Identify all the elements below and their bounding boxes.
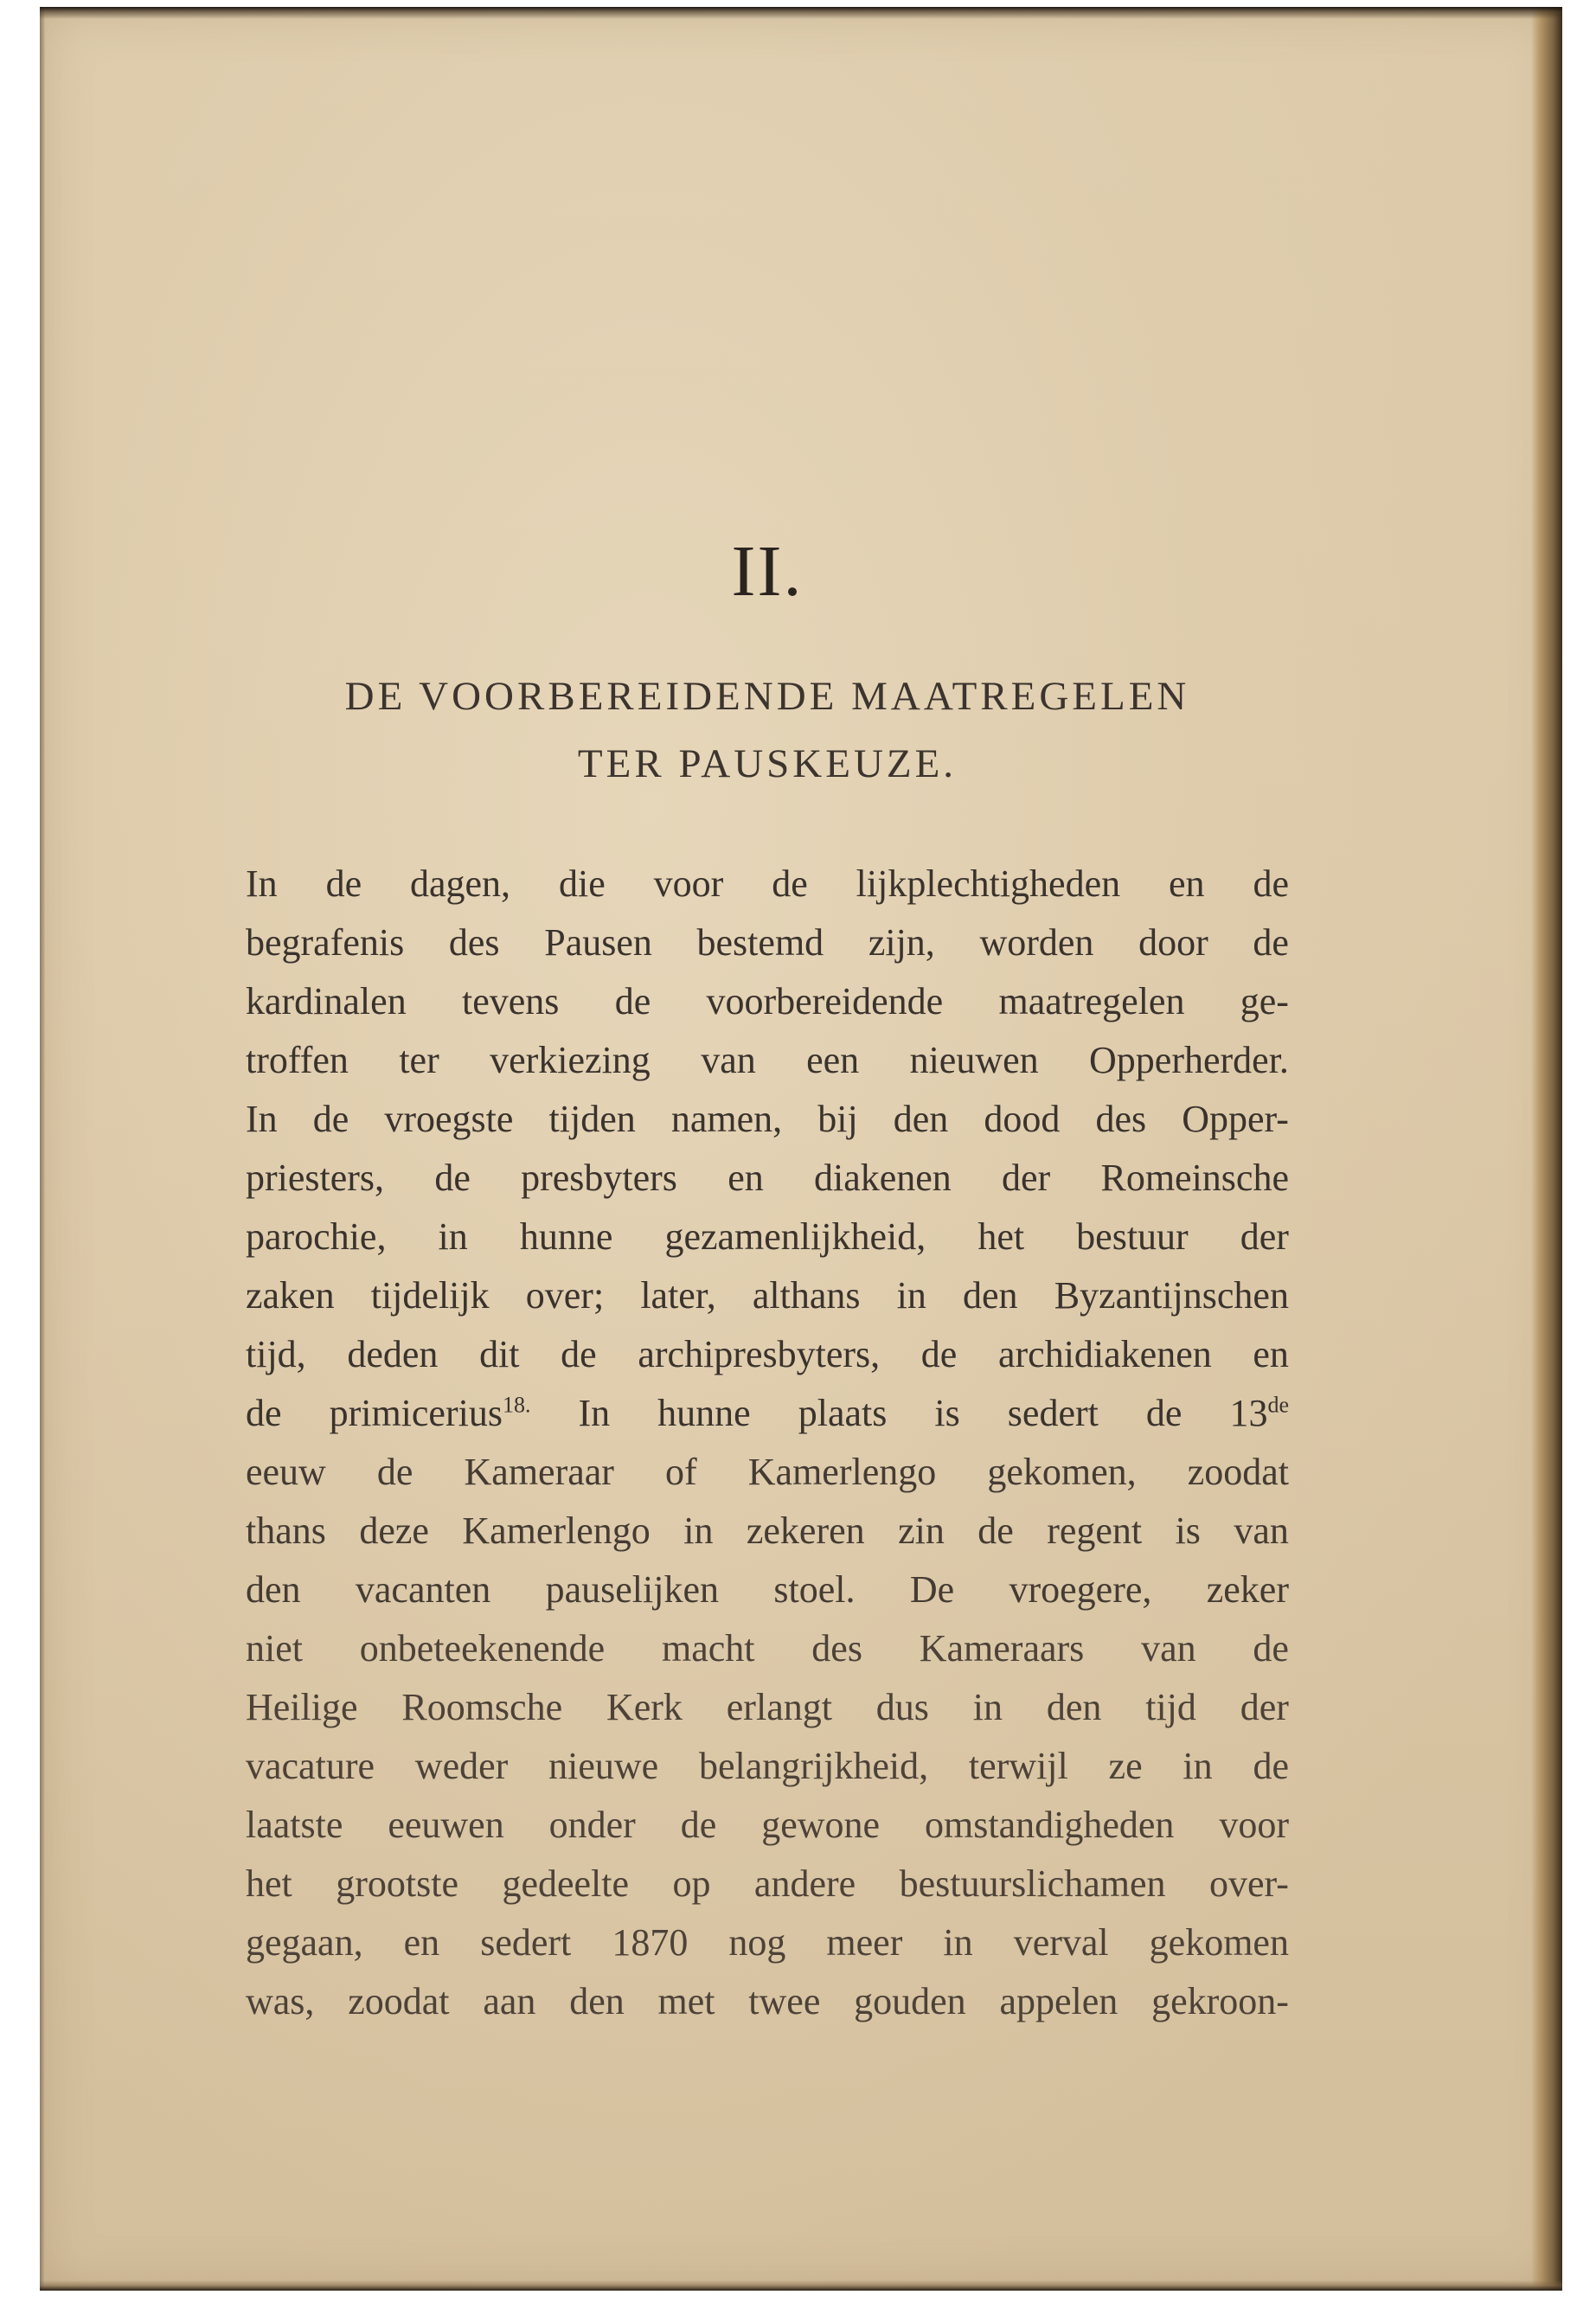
word: door: [1138, 921, 1208, 964]
word: zijn,: [868, 921, 935, 964]
text-line: [246, 1090, 1289, 1149]
chapter-title-line-2: TER PAUSKEUZE.: [577, 741, 958, 786]
word: in: [683, 1509, 714, 1552]
word: de: [561, 1333, 597, 1375]
page-top-edge: [40, 7, 1562, 19]
word: een: [806, 1039, 860, 1081]
word: erlangt: [726, 1686, 832, 1728]
word: parochie,: [246, 1215, 387, 1258]
text-line: [246, 1737, 1289, 1796]
word: vroegere,: [1009, 1568, 1152, 1611]
word: Kameraars: [919, 1627, 1085, 1670]
word: archipresbyters,: [638, 1333, 881, 1375]
word: en: [1253, 1333, 1289, 1375]
word: begrafenis: [246, 921, 405, 964]
word: deden: [347, 1333, 439, 1375]
word: 13de: [1229, 1392, 1289, 1434]
word: des: [811, 1627, 862, 1670]
word: dus: [875, 1686, 929, 1728]
word: hunne: [657, 1392, 751, 1434]
word: namen,: [670, 1098, 783, 1140]
word: weder: [414, 1745, 509, 1787]
word: en: [403, 1921, 440, 1964]
word: presbyters: [521, 1157, 677, 1199]
word: de: [1145, 1392, 1183, 1434]
word: eeuw: [246, 1451, 326, 1493]
word: zekeren: [746, 1509, 865, 1552]
word: onder: [548, 1804, 636, 1846]
word: eeuwen: [388, 1804, 504, 1846]
word: gekroon-: [1151, 1980, 1289, 2022]
word: Opper-: [1182, 1098, 1289, 1140]
word: de: [325, 862, 362, 905]
text-line: [246, 1972, 1289, 2031]
text-line: [246, 1855, 1289, 1913]
word: der: [1240, 1215, 1289, 1258]
word: de: [1253, 1627, 1289, 1670]
word: de: [312, 1098, 349, 1140]
word: is: [934, 1392, 960, 1434]
word: bestuur: [1076, 1215, 1189, 1258]
text-line: [246, 972, 1289, 1031]
word: plaats: [798, 1392, 888, 1434]
word: de: [376, 1451, 413, 1493]
word: bestemd: [696, 921, 824, 964]
page-right-edge-shadow: [1531, 7, 1562, 2291]
word: des: [1095, 1098, 1147, 1140]
text-line: [246, 1384, 1289, 1443]
word: der: [1002, 1157, 1051, 1199]
word: hunne: [519, 1215, 613, 1258]
word: terwijl: [968, 1745, 1068, 1787]
word: des: [448, 921, 500, 964]
word: verval: [1013, 1921, 1109, 1964]
word: op: [672, 1862, 711, 1905]
word: stoel.: [773, 1568, 856, 1611]
word: sedert: [1007, 1392, 1099, 1434]
word: van: [1141, 1627, 1196, 1670]
word: den: [893, 1098, 949, 1140]
page-bottom-edge: [40, 2280, 1562, 2291]
text-line: [246, 855, 1289, 913]
word: gewone: [761, 1804, 881, 1846]
word: is: [1175, 1509, 1201, 1552]
word: troffen: [246, 1039, 349, 1081]
word: Byzantijnschen: [1054, 1274, 1289, 1317]
word: primicerius$^{18.}$: [329, 1392, 531, 1434]
word: Kerk: [606, 1686, 683, 1728]
word: gedeelte: [502, 1862, 630, 1905]
word: Roomsche: [401, 1686, 563, 1728]
word: in: [896, 1274, 926, 1317]
word: de: [920, 1333, 958, 1375]
word: ge-: [1240, 980, 1289, 1022]
text-line: [246, 1561, 1289, 1619]
word: Kamerlengo: [747, 1451, 937, 1493]
word: van: [1234, 1509, 1289, 1552]
word: bestuurslichamen: [899, 1862, 1166, 1905]
word: appelen: [999, 1980, 1118, 2022]
word: en: [1169, 862, 1205, 905]
word: den: [1046, 1686, 1102, 1728]
word: in: [438, 1215, 468, 1258]
word: pauselijken: [545, 1568, 719, 1611]
word: en: [727, 1157, 764, 1199]
word: de: [1253, 1745, 1289, 1787]
text-line: [246, 1502, 1289, 1561]
word: voor: [653, 862, 724, 905]
word: regent: [1047, 1509, 1143, 1552]
word: onbeteekenende: [359, 1627, 606, 1670]
word: De: [909, 1568, 955, 1611]
word: de: [434, 1157, 471, 1199]
footnote-reference: 18.: [502, 1392, 531, 1418]
word: grootste: [336, 1862, 458, 1905]
word: tijdelijk: [370, 1274, 490, 1317]
word: niet: [246, 1627, 303, 1670]
word: de: [772, 862, 808, 905]
word: gouden: [854, 1980, 966, 2022]
word: deze: [359, 1509, 429, 1552]
word: andere: [753, 1862, 856, 1905]
word: nog: [728, 1921, 786, 1964]
word: gezamenlijkheid,: [664, 1215, 926, 1258]
word: Kameraar: [464, 1451, 614, 1493]
text-line: [246, 1149, 1289, 1208]
word: aan: [483, 1980, 536, 2022]
word: zaken: [246, 1274, 335, 1317]
word: der: [1240, 1686, 1289, 1728]
word: diakenen: [813, 1157, 952, 1199]
page-left-edge: [40, 7, 45, 2291]
word: gekomen,: [987, 1451, 1137, 1493]
word: worden: [979, 921, 1094, 964]
word: de: [680, 1804, 717, 1846]
word: tijd: [1145, 1686, 1196, 1728]
word: vacature: [246, 1745, 375, 1787]
word: archidiakenen: [997, 1333, 1212, 1375]
word: maatregelen: [998, 980, 1185, 1022]
word: sedert: [480, 1921, 572, 1964]
text-line: [246, 1266, 1289, 1325]
text-line: [246, 1443, 1289, 1502]
word: de: [1253, 921, 1289, 964]
word: den: [246, 1568, 301, 1611]
word: laatste: [246, 1804, 343, 1846]
word: priesters,: [246, 1157, 385, 1199]
word: dit: [479, 1333, 520, 1375]
word: de: [977, 1509, 1014, 1552]
word: gekomen: [1149, 1921, 1289, 1964]
chapter-title-line-1: DE VOORBEREIDENDE MAATREGELEN: [344, 674, 1190, 719]
word: voor: [1219, 1804, 1289, 1846]
word: ze: [1108, 1745, 1143, 1787]
word: In: [246, 1098, 278, 1140]
word: later,: [640, 1274, 716, 1317]
word: den: [569, 1980, 625, 2022]
text-line: [246, 913, 1289, 972]
word: In: [578, 1392, 611, 1434]
word: Kamerlengo: [462, 1509, 651, 1552]
word: voorbereidende: [706, 980, 944, 1022]
word: nieuwe: [548, 1745, 659, 1787]
word: den: [963, 1274, 1018, 1317]
word: 1870: [612, 1921, 689, 1964]
word: tijd,: [246, 1333, 306, 1375]
word: lijkplechtigheden: [856, 862, 1121, 905]
word: twee: [748, 1980, 821, 2022]
word: in: [972, 1686, 1003, 1728]
word: Romeinsche: [1100, 1157, 1289, 1199]
word: Opperherder.: [1089, 1039, 1289, 1081]
word: thans: [246, 1509, 326, 1552]
word: bij: [817, 1098, 858, 1140]
body-paragraph: [246, 855, 1289, 2031]
word: althans: [752, 1274, 861, 1317]
word: zin: [898, 1509, 945, 1552]
word: verkiezing: [490, 1039, 651, 1081]
text-line: [246, 1208, 1289, 1266]
word: gegaan,: [246, 1921, 363, 1964]
word: het: [246, 1862, 292, 1905]
word: tevens: [462, 980, 560, 1022]
word: vacanten: [355, 1568, 491, 1611]
word: kardinalen: [246, 980, 407, 1022]
text-line: [246, 1913, 1289, 1972]
word: over-: [1209, 1862, 1289, 1905]
word: was,: [246, 1980, 315, 2022]
word: die: [558, 862, 606, 905]
word: het: [977, 1215, 1025, 1258]
word: meer: [826, 1921, 903, 1964]
word: In: [246, 862, 278, 905]
word: de: [246, 1392, 282, 1434]
word: zeker: [1206, 1568, 1289, 1611]
text-line: [246, 1678, 1289, 1737]
word: de: [1253, 862, 1289, 905]
word: met: [657, 1980, 715, 2022]
word: dood: [984, 1098, 1061, 1140]
word: dagen,: [410, 862, 511, 905]
text-line: [246, 1619, 1289, 1678]
word: vroegste: [384, 1098, 514, 1140]
text-line: [246, 1031, 1289, 1090]
word: de: [614, 980, 651, 1022]
word: omstandigheden: [925, 1804, 1175, 1846]
word: macht: [661, 1627, 755, 1670]
word: Heilige: [246, 1686, 358, 1728]
word: Pausen: [544, 921, 652, 964]
word: in: [1183, 1745, 1213, 1787]
word: of: [665, 1451, 697, 1493]
word: ter: [399, 1039, 439, 1081]
word: tijden: [548, 1098, 636, 1140]
text-line: [246, 1325, 1289, 1384]
ordinal-suffix: de: [1267, 1392, 1289, 1418]
word: zoodat: [348, 1980, 450, 2022]
word: van: [701, 1039, 756, 1081]
word: belangrijkheid,: [698, 1745, 929, 1787]
word: over;: [525, 1274, 605, 1317]
chapter-number: II.: [731, 531, 804, 612]
word: in: [943, 1921, 973, 1964]
text-line: [246, 1796, 1289, 1855]
word: zoodat: [1187, 1451, 1289, 1493]
word: nieuwen: [909, 1039, 1039, 1081]
